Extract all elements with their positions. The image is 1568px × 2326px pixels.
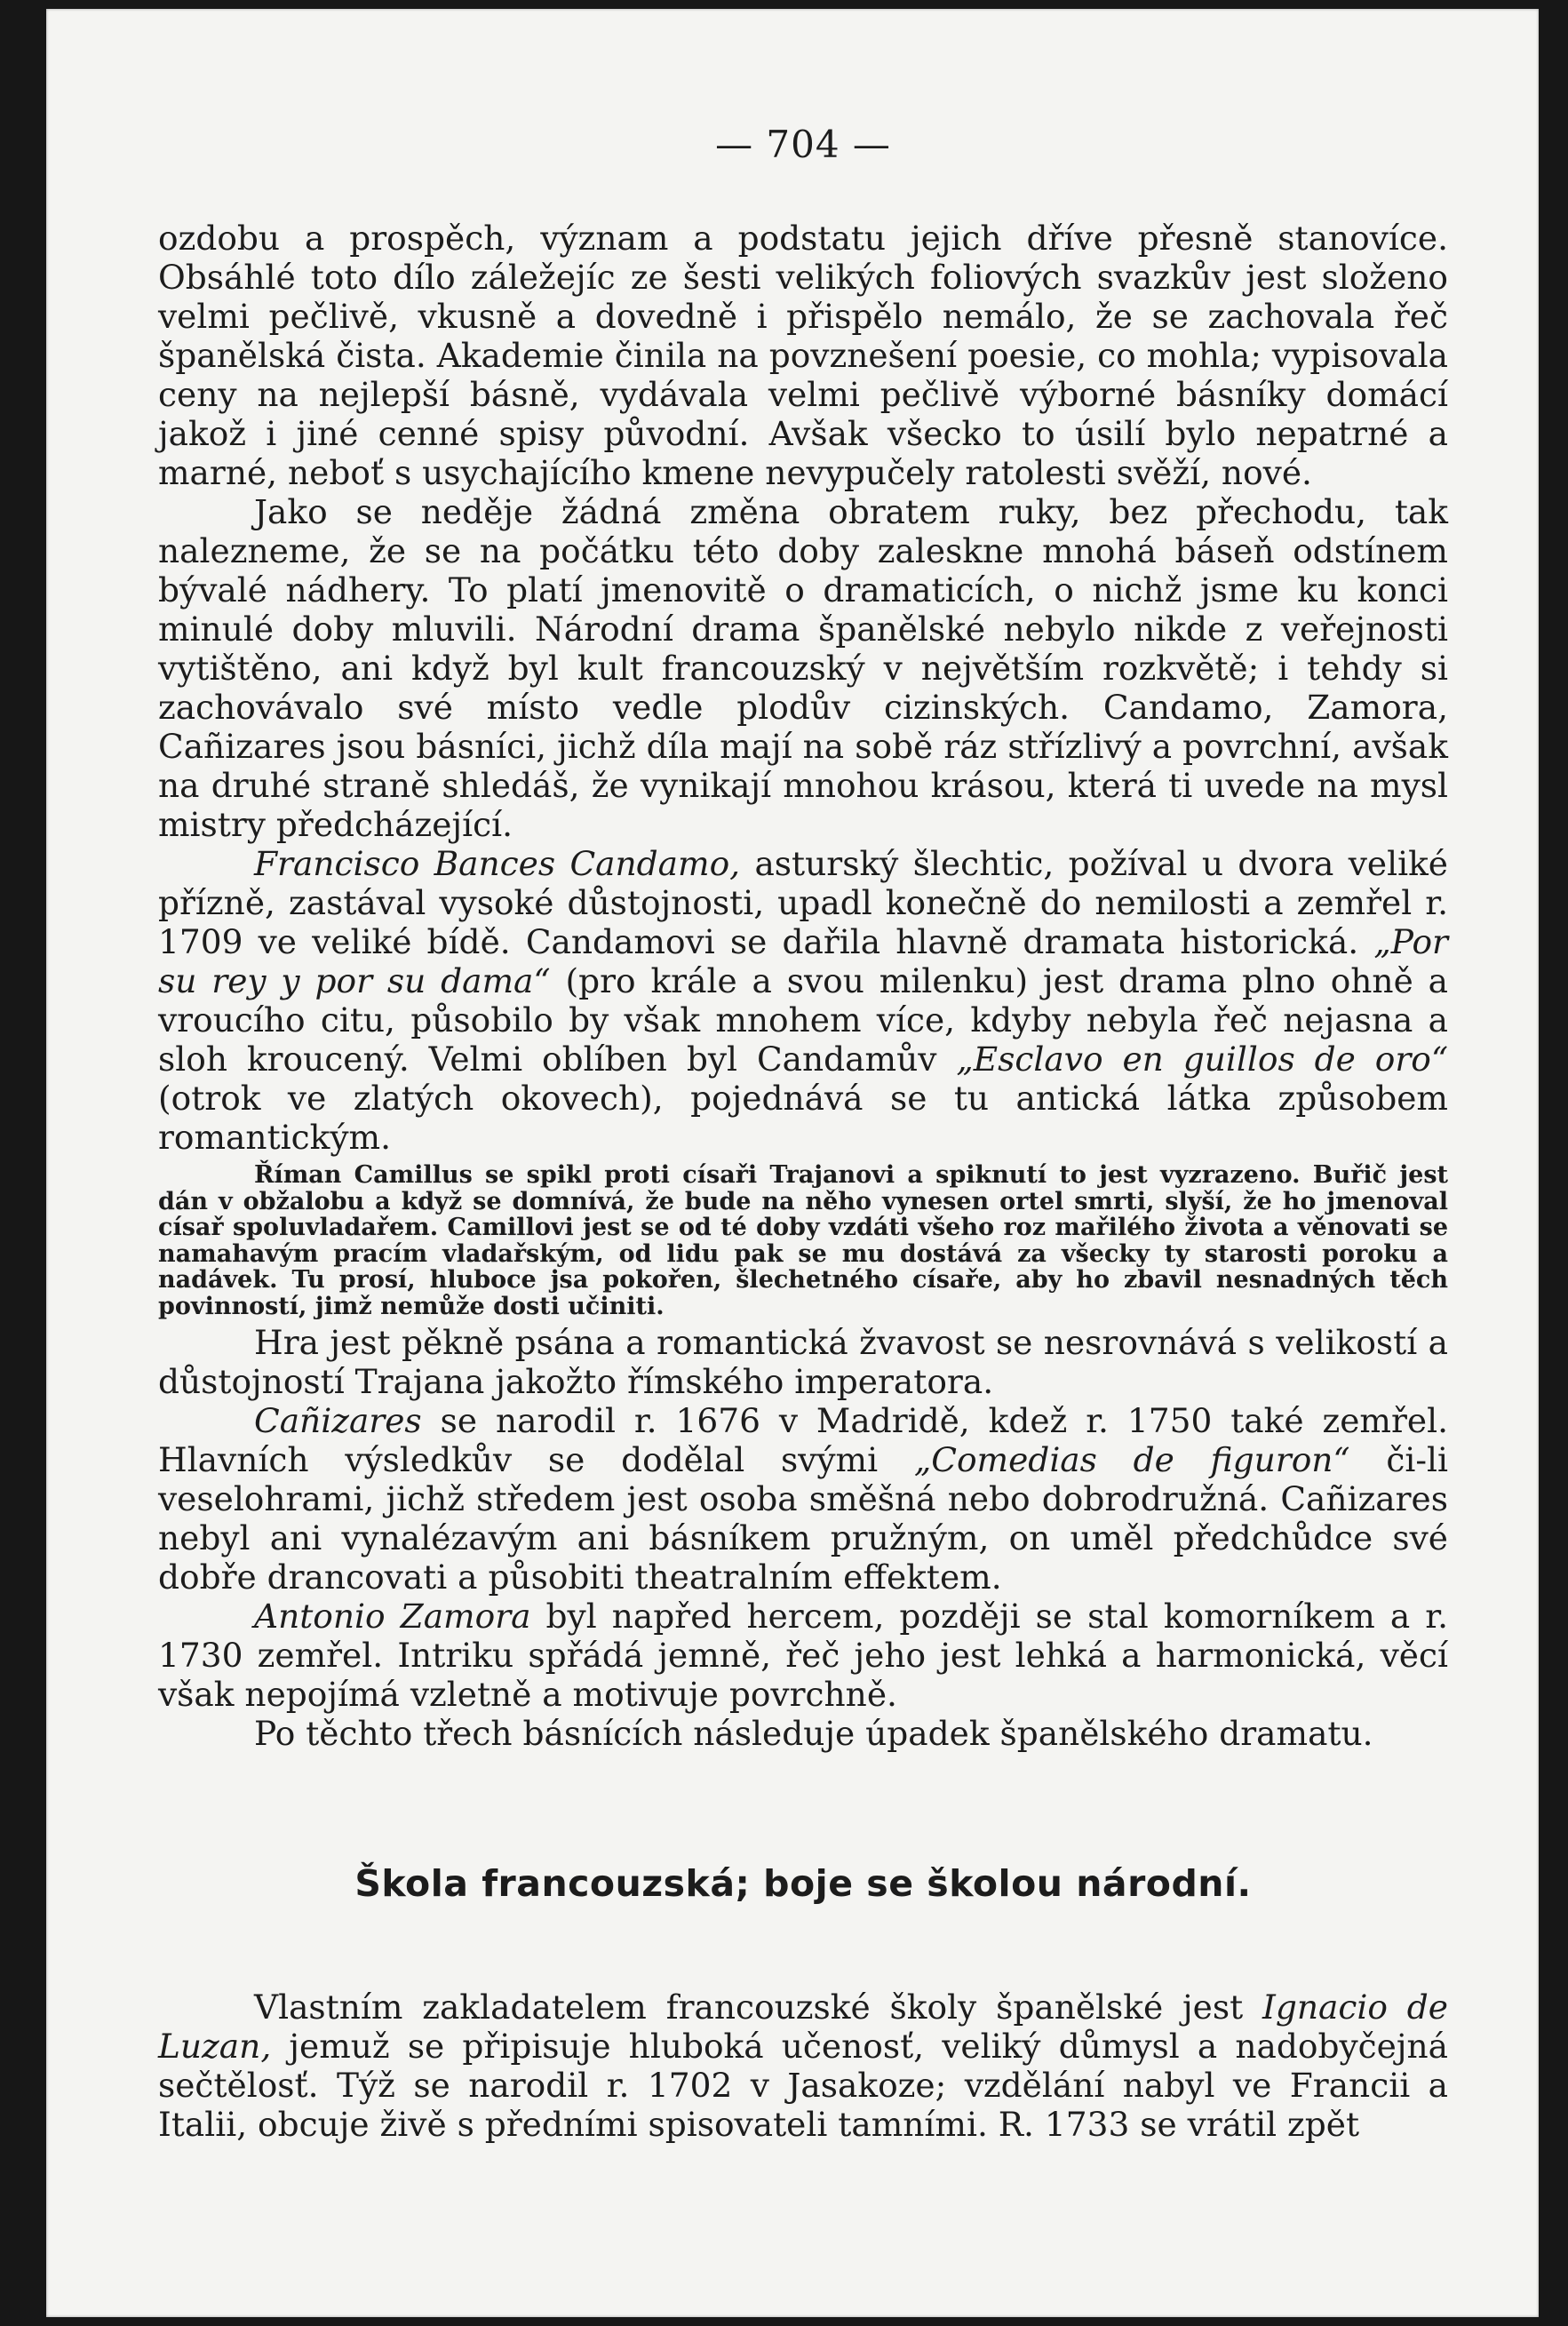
candamo-text-1: asturský šlechtic, požíval u dvora veliké přízně, zastával vysoké důstojnosti, upadl konečně do nemilosti a zemřel r. 1709 ve veliké bídě. Candamovi se dařila hlavně dramata historická.: [158, 844, 1448, 961]
paragraph-canizares: [158, 1401, 1448, 1597]
author-name-canizares: Cañizares: [254, 1401, 422, 1440]
author-name-zamora: Antonio Zamora: [254, 1597, 531, 1636]
paragraph-luzan: [158, 1987, 1448, 2144]
zamora-text: byl napřed hercem, později se stal komorníkem a r. 1730 zemřel. Intriku spřádá jemně, řeč jeho jest lehká a harmonická, věcí však nepojímá vzletně a motivuje povrchně.: [158, 1597, 1448, 1714]
work-title-por-su-rey: „Por su rey y por su dama“: [158, 922, 1448, 1000]
canizares-text-1: se narodil r. 1676 v Madridě, kdež r. 1750 také zemřel. Hlavních výsledkův se dodělal svými: [158, 1401, 1449, 1479]
book-page: [46, 9, 1539, 2317]
candamo-text-2: (pro krále a svou milenku) jest drama plno ohně a vroucího citu, působilo by však mnohem více, kdyby nebyla řeč nejasna a sloh kroucený. Velmi oblíben byl Candamův: [158, 961, 1448, 1079]
canizares-text-2: či-li veselohrami, jichž středem jest osoba směšná nebo dobrodružná. Cañizares nebyl ani vynalézavým ani básníkem pružným, on uměl předchůdce své dobře drancovati a působiti theatralním effektem.: [158, 1440, 1448, 1597]
page-number: — 704 —: [715, 123, 891, 166]
paragraph-decline: Po těchto třech básnících následuje úpadek španělského dramatu.: [254, 1714, 1373, 1753]
plot-summary-note: Říman Camillus se spikl proti císaři Trajanovi a spiknutí to jest vyzrazeno. Buřič jest dán v obžalobu a když se domnívá, že bude na něho vynesen ortel smrti, slyší, že ho jmenoval císař spoluvladařem. Camillovi jest se od té doby vzdáti všeho roz mařilého života a věnovati se namahavým pracím vladařským, od lidu pak se mu dostává za všecky ty starosti poroku a nadávek. Tu prosí, hluboce jsa pokořen, šlechetného císaře, aby ho zbavil nesnadných těch povinností, jimž nemůže dosti učiniti.: [158, 1161, 1448, 1320]
paragraph-academy: ozdobu a prospěch, význam a podstatu jejich dříve přesně stanovíce. Obsáhlé toto dílo záležejíc ze šesti velikých foliových svazkův jest složeno velmi pečlivě, vkusně a dovedně i přispělo nemálo, že se zachovala řeč španělská čista. Akademie činila na povznešení poesie, co mohla; vypisovala ceny na nejlepší básně, vydávala velmi pečlivě výborné básníky domácí jakož i jiné cenné spisy původní. Avšak všecko to úsilí bylo nepatrné a marné, neboť s usychajícího kmene nevypučely ratolesti svěží, nové.: [158, 219, 1448, 492]
section-heading: Škola francouzská; boje se školou národní.: [354, 1862, 1252, 1905]
luzan-text-1: Vlastním zakladatelem francouzské školy španělské jest: [254, 1987, 1244, 2027]
paragraph-candamo: [158, 844, 1448, 1157]
author-name-luzan: Ignacio de Luzan,: [158, 1987, 1448, 2066]
paragraph-trajan: Hra jest pěkně psána a romantická žvavost se nesrovnává s velikostí a důstojností Trajana jakožto římského imperatora.: [158, 1323, 1448, 1401]
paragraph-national-drama: Jako se neděje žádná změna obratem ruky, bez přechodu, tak nalezneme, že se na počátku této doby zaleskne mnohá báseň odstínem bývalé nádhery. To platí jmenovitě o dramaticích, o nichž jsme ku konci minulé doby mluvili. Národní drama španělské nebylo nikde z veřejnosti vytištěno, ani když byl kult francouzský v největším rozkvětě; i tehdy si zachovávalo své místo vedle plodův cizinských. Candamo, Zamora, Cañizares jsou básníci, jichž díla mají na sobě ráz střízlivý a povrchní, avšak na druhé straně shledáš, že vynikají mnohou krásou, která ti uvede na mysl mistry předcházející.: [158, 492, 1448, 844]
body-text: [158, 219, 1448, 2144]
candamo-text-3: (otrok ve zlatých okovech), pojednává se tu antická látka způsobem romantickým.: [158, 1079, 1448, 1157]
author-name-candamo: Francisco Bances Candamo,: [254, 844, 741, 883]
work-title-esclavo: „Esclavo en guillos de oro“: [956, 1040, 1449, 1079]
paragraph-zamora: [158, 1597, 1448, 1714]
luzan-text-2: jemuž se připisuje hluboká učenosť, veliký důmysl a nadobyčejná sečtělosť. Týž se narodil r. 1702 v Jasakoze; vzdělání nabyl ve Francii a Italii, obcuje živě s předními spisovateli tamními. R. 1733 se vrátil zpět: [158, 2027, 1448, 2144]
work-title-comedias: „Comedias de figuron“: [913, 1440, 1350, 1479]
